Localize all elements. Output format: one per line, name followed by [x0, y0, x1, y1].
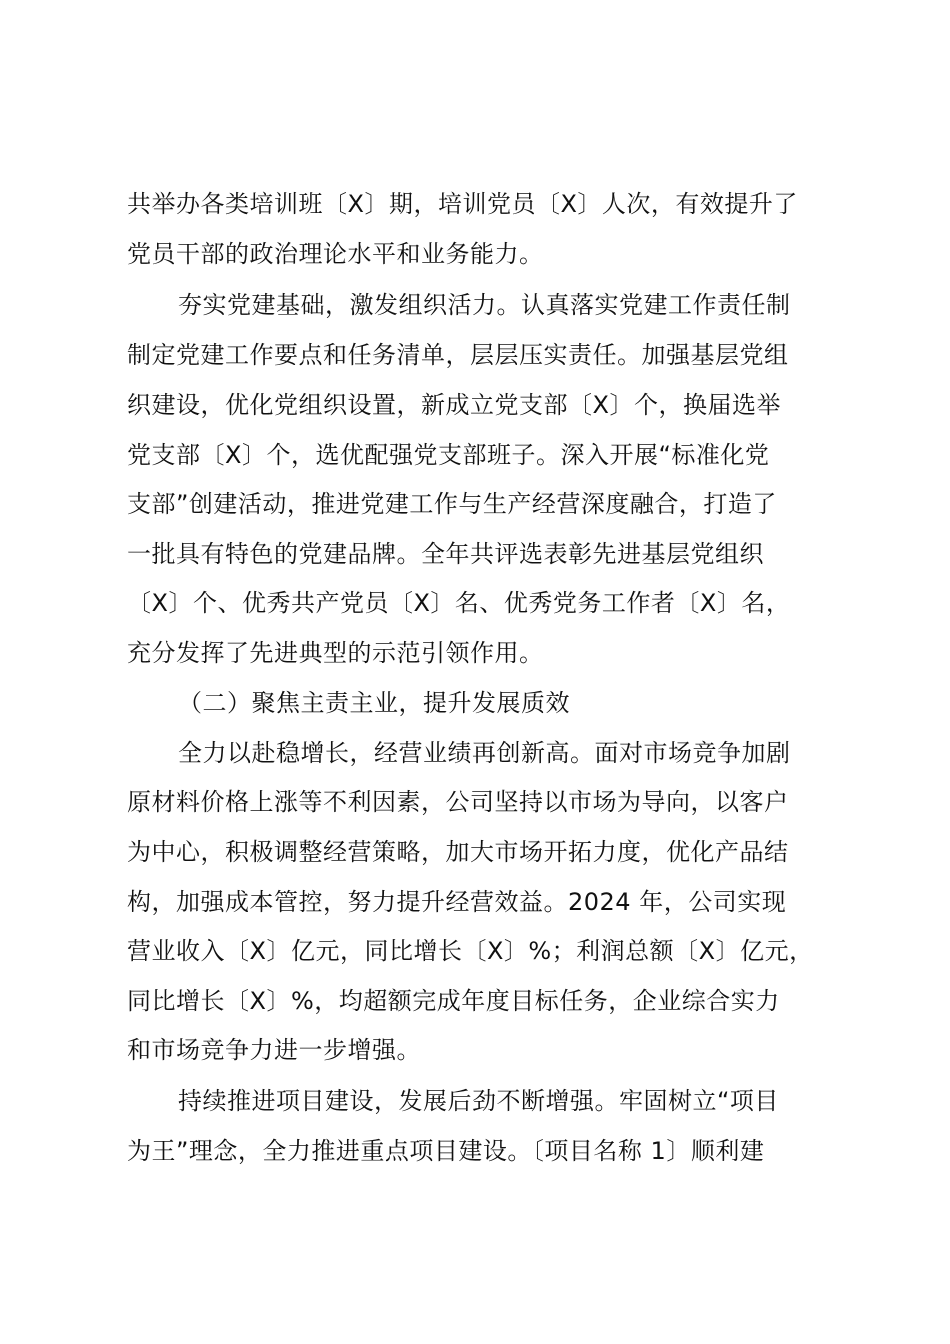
section-heading: （二）聚焦主责主业，提升发展质效 [178, 689, 570, 717]
text-line: 和市场竞争力进一步增强。 [127, 1036, 421, 1064]
text-line: 织建设，优化党组织设置，新成立党支部〔X〕个，换届选举 [127, 391, 781, 419]
text-line: 为中心，积极调整经营策略，加大市场开拓力度，优化产品结 [127, 838, 789, 866]
paragraph-start-line: 夯实党建基础，激发组织活力。认真落实党建工作责任制 [178, 291, 791, 319]
text-line: 〔X〕个、优秀共产党员〔X〕名、优秀党务工作者〔X〕名， [127, 589, 791, 617]
text-line: 原材料价格上涨等不利因素，公司坚持以市场为导向，以客户 [127, 788, 789, 816]
text-line: 一批具有特色的党建品牌。全年共评选表彰先进基层党组织 [127, 540, 764, 568]
text-line: 党员干部的政治理论水平和业务能力。 [127, 240, 544, 268]
text-line: 营业收入〔X〕亿元，同比增长〔X〕%；利润总额〔X〕亿元， [127, 937, 814, 965]
text-line: 支部”创建活动，推进党建工作与生产经营深度融合，打造了 [127, 490, 777, 518]
paragraph-start-line: 全力以赴稳增长，经营业绩再创新高。面对市场竞争加剧 [178, 739, 791, 767]
text-line: 共举办各类培训班〔X〕期，培训党员〔X〕人次，有效提升了 [127, 190, 798, 218]
text-line: 党支部〔X〕个，选优配强党支部班子。深入开展“标准化党 [127, 441, 770, 469]
text-line: 同比增长〔X〕%，均超额完成年度目标任务，企业综合实力 [127, 987, 780, 1015]
text-line: 为王”理念，全力推进重点项目建设。〔项目名称 1〕顺利建 [127, 1137, 765, 1165]
text-line: 构，加强成本管控，努力提升经营效益。2024 年，公司实现 [127, 888, 787, 916]
paragraph-start-line: 持续推进项目建设，发展后劲不断增强。牢固树立“项目 [178, 1087, 779, 1115]
text-line: 充分发挥了先进典型的示范引领作用。 [127, 639, 544, 667]
text-line: 制定党建工作要点和任务清单，层层压实责任。加强基层党组 [127, 341, 789, 369]
